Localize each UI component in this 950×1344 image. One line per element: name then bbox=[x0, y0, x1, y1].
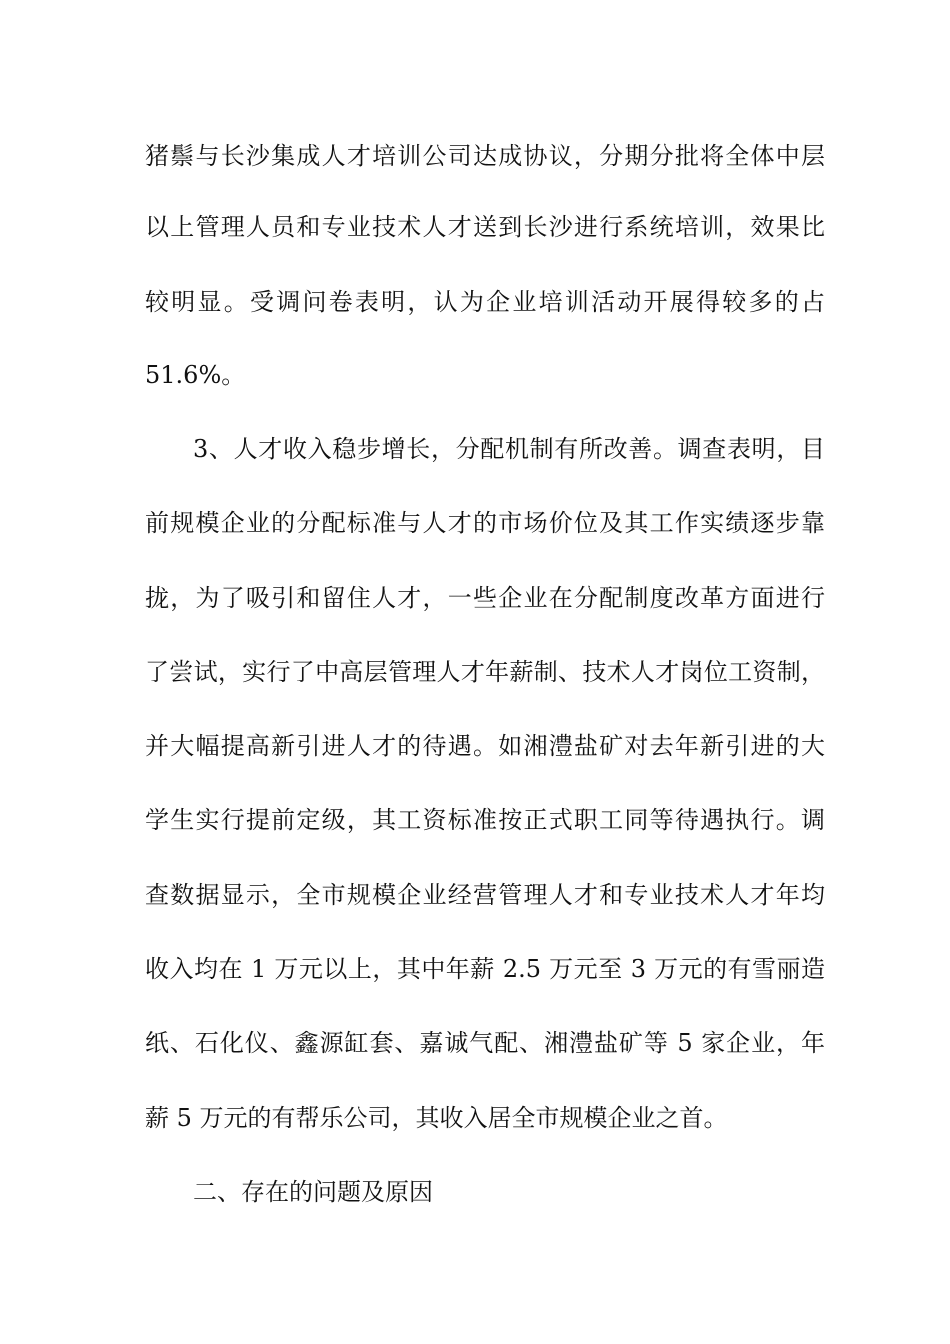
paragraph-line: 前规模企业的分配标准与人才的市场价位及其工作实绩逐步靠 bbox=[145, 509, 825, 537]
paragraph-line: 了尝试，实行了中高层管理人才年薪制、技术人才岗位工资制， bbox=[145, 658, 825, 686]
paragraph-line: 纸、石化仪、鑫源缸套、嘉诚气配、湘澧盐矿等 5 家企业，年 bbox=[145, 1029, 825, 1057]
paragraph-line: 拢，为了吸引和留住人才，一些企业在分配制度改革方面进行 bbox=[145, 584, 825, 612]
paragraph-line: 51.6%。 bbox=[145, 361, 246, 389]
paragraph-line: 薪 5 万元的有帮乐公司，其收入居全市规模企业之首。 bbox=[145, 1104, 728, 1132]
paragraph-line: 收入均在 1 万元以上，其中年薪 2.5 万元至 3 万元的有雪丽造 bbox=[145, 955, 825, 983]
paragraph-line: 学生实行提前定级，其工资标准按正式职工同等待遇执行。调 bbox=[145, 806, 825, 834]
section-heading: 二、存在的问题及原因 bbox=[193, 1178, 433, 1206]
paragraph-line: 并大幅提高新引进人才的待遇。如湘澧盐矿对去年新引进的大 bbox=[145, 732, 825, 760]
paragraph-line: 较明显。受调问卷表明，认为企业培训活动开展得较多的占 bbox=[145, 288, 825, 316]
paragraph-line: 3、人才收入稳步增长，分配机制有所改善。调查表明，目 bbox=[193, 435, 825, 463]
paragraph-line: 查数据显示，全市规模企业经营管理人才和专业技术人才年均 bbox=[145, 881, 825, 909]
paragraph-line: 以上管理人员和专业技术人才送到长沙进行系统培训，效果比 bbox=[145, 213, 825, 241]
paragraph-line: 猪鬃与长沙集成人才培训公司达成协议，分期分批将全体中层 bbox=[145, 142, 825, 170]
